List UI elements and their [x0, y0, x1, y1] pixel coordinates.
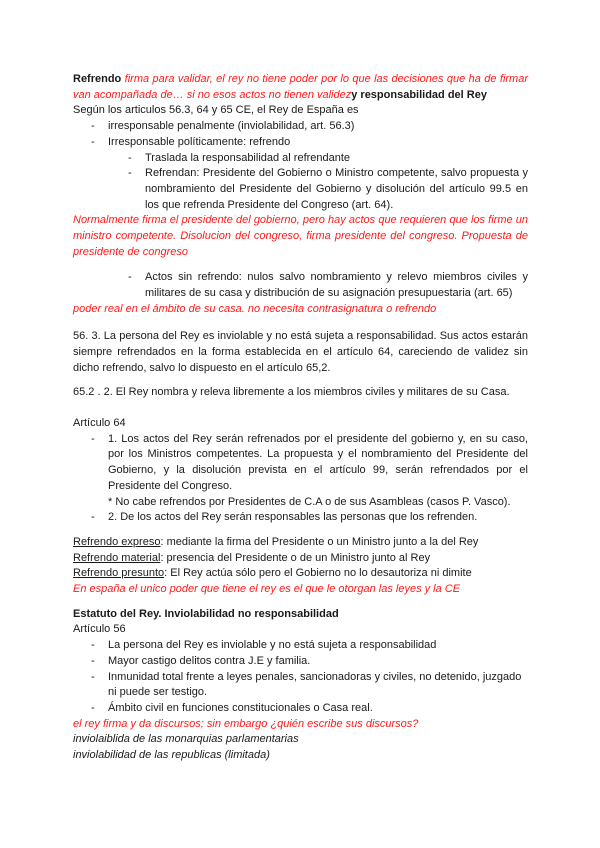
bullet: -: [91, 120, 95, 133]
refrendo-material: [73, 551, 528, 567]
list-item: [73, 510, 528, 526]
bullet: -: [91, 670, 95, 683]
bullet: -: [91, 511, 95, 524]
list-item-text: 1. Los actos del Rey serán refrenados por el presidente del gobierno y, en su caso, por los Ministros competentes. La propuesta y el nombramiento del Presidente del Gobierno, y la disolución prevista en el artículo 99, serán refrendados por el Presidente del Congreso.: [108, 432, 528, 492]
note-poder-real: poder real en el ámbito de su casa. no necesita contrasignatura o refrendo: [73, 302, 437, 315]
list-item-text: Irresponsable políticamente: refrendo: [108, 135, 291, 148]
term: Refrendo expreso: [73, 535, 161, 548]
list-item-text: Traslada la responsabilidad al refrendante: [145, 151, 351, 164]
sub-list-item: [73, 151, 528, 167]
list-item: [73, 701, 528, 717]
definition: : El Rey actúa sólo pero el Gobierno no lo desautoriza ni dimite: [164, 567, 472, 580]
note-republicas: inviolabilidad de las republicas (limitada): [73, 749, 270, 762]
list-item-text: La persona del Rey es inviolable y no está sujeta a responsabilidad: [108, 639, 437, 652]
note-normalmente: Normalmente firma el presidente del gobierno, pero hay actos que requieren que los firme un ministro competente. Disolucion del congreso, firma presidente del congreso. Propuesta de presidente de congreso: [73, 214, 528, 258]
term: Refrendo material: [73, 551, 161, 564]
list-item-text: Mayor castigo delitos contra J.E y familia.: [108, 654, 311, 667]
bullet: -: [91, 654, 95, 667]
bullet: -: [128, 271, 132, 284]
art-56-3: 56. 3. La persona del Rey es inviolable y no está sujeta a responsabilidad. Sus actos estarán siempre refrendados en la forma establecida en el artículo 64, careciendo de validez sin dicho refrendo, salvo lo dispuesto en el artículo 65,2.: [73, 330, 528, 374]
list-item-text: Refrendan: Presidente del Gobierno o Ministro competente, salvo propuesta y nombramiento del Presidente del Gobierno y disolución del artículo 99.5 en los que refrenda Presidente del Congreso (art. 64).: [145, 167, 528, 211]
bullet: -: [91, 702, 95, 714]
term-refrendo: Refrendo: [73, 73, 122, 85]
list-item: [73, 432, 528, 511]
sub-list-item: [73, 270, 528, 301]
bullet: -: [91, 135, 95, 148]
art-65-2: 65.2 . 2. El Rey nombra y releva libremente a los miembros civiles y militares de su Casa.: [73, 386, 510, 399]
note-espana: En españa el unico poder que tiene el rey es el que le otorgan las leyes y la CE: [73, 583, 461, 596]
definition: : mediante la firma del Presidente o un Ministro junto a la del Rey: [160, 535, 479, 548]
refrendo-expreso: [73, 535, 528, 551]
art-64-title: Artículo 64: [73, 417, 126, 430]
list-item-text: 2. De los actos del Rey serán responsables las personas que los refrenden.: [108, 511, 478, 524]
definition: : presencia del Presidente o de un Ministro junto al Rey: [160, 551, 431, 564]
bullet: -: [91, 639, 95, 652]
estatuto-heading: Estatuto del Rey. Inviolabilidad no responsabilidad: [73, 607, 339, 620]
list-item: [73, 119, 528, 135]
list-item: [73, 654, 528, 670]
red-note: firma para validar, el rey no tiene poder por lo que las decisiones que ha de firmar van acompañada de… si no esos actos no tienen validez: [73, 73, 528, 101]
list-item-note: * No cabe refrendos por Presidentes de C.A o de sus Asambleas (casos P. Vasco).: [108, 495, 511, 508]
list-item: [73, 670, 528, 701]
list-item-text: Actos sin refrendo: nulos salvo nombramiento y relevo miembros civiles y militares de su casa y distribución de su asignación presupuestaria (art. 65): [145, 271, 528, 299]
list-item-text: irresponsable penalmente (inviolabilidad, art. 56.3): [108, 120, 355, 133]
list-item: [73, 638, 528, 654]
note-monarquias: inviolaiblida de las monarquias parlamentarias: [73, 733, 299, 746]
note-discursos: el rey firma y da discursos; sin embargo ¿quién escribe sus discursos?: [73, 717, 419, 730]
bullet: -: [91, 432, 95, 445]
segun-text: Según los articulos 56.3, 64 y 65 CE, el Rey de España es: [73, 104, 359, 117]
bullet: -: [128, 167, 132, 180]
list-item-text: Ámbito civil en funciones constitucionales o Casa real.: [108, 702, 373, 714]
art-56-title: Artículo 56: [73, 623, 126, 636]
refrendo-presunto: [73, 566, 528, 582]
list-item-text: Inmunidad total frente a leyes penales, sancionadoras y civiles, no detenido, juzgado ni puede ser testigo.: [108, 670, 522, 699]
sub-list-item: [73, 166, 528, 213]
heading-responsabilidad: y responsabilidad del Rey: [351, 88, 487, 101]
document-page: [73, 72, 528, 764]
refrendo-intro: [73, 72, 528, 103]
list-item: [73, 135, 528, 151]
term: Refrendo presunto: [73, 567, 165, 580]
bullet: -: [128, 151, 132, 164]
